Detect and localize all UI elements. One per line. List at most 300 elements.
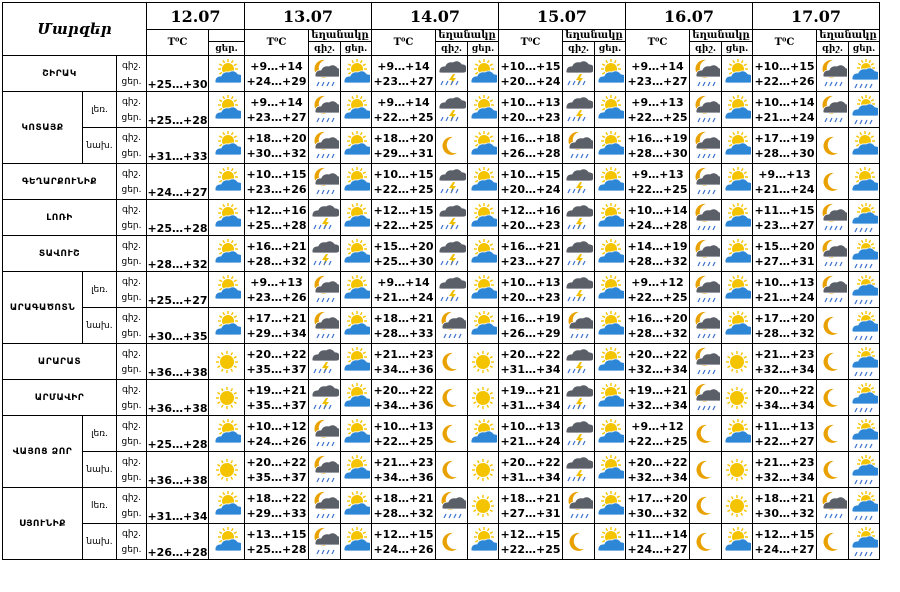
partly-cloudy-sun-icon bbox=[596, 239, 624, 269]
table-row bbox=[3, 488, 880, 506]
thunder-cloud-icon bbox=[565, 419, 593, 449]
thunder-cloud-icon bbox=[565, 275, 593, 305]
moon-cloud-rain-icon bbox=[438, 311, 466, 341]
temp-night: +9…+14 bbox=[377, 59, 430, 73]
temp-range bbox=[499, 488, 563, 524]
temp-day: +22…+25 bbox=[373, 110, 434, 124]
temp-day: +22…+25 bbox=[373, 182, 434, 196]
temp-range bbox=[626, 488, 690, 524]
moon-icon bbox=[438, 527, 466, 557]
night-icon-cell bbox=[690, 344, 722, 380]
temp-range bbox=[245, 488, 309, 524]
table-row bbox=[3, 524, 880, 542]
temp-range bbox=[753, 200, 817, 236]
temp-day: +22…+25 bbox=[373, 434, 434, 448]
day-icon-cell bbox=[849, 452, 880, 488]
temp-night: +17…+21 bbox=[246, 311, 307, 325]
temp-day: +28…+32 bbox=[627, 326, 688, 340]
temp-day: +32…+34 bbox=[754, 470, 815, 484]
temp-day: +25…+28 bbox=[147, 200, 209, 236]
moon-cloud-rain-icon bbox=[311, 311, 339, 341]
temp-range bbox=[499, 92, 563, 128]
temp-night: +10…+13 bbox=[373, 419, 434, 433]
temp-range bbox=[626, 200, 690, 236]
region-name: ԱՐԱԳԱԾՈՏՆ bbox=[3, 272, 83, 344]
temp-night: +17…+20 bbox=[627, 491, 688, 505]
day-icon-cell bbox=[468, 488, 499, 524]
temp-day: +34…+36 bbox=[373, 362, 434, 376]
temp-day: +21…+24 bbox=[373, 290, 434, 304]
sun-icon bbox=[469, 383, 497, 413]
temp-range bbox=[753, 416, 817, 452]
temp-day: +25…+27 bbox=[147, 272, 209, 308]
temp-range bbox=[626, 524, 690, 560]
temp-day: +22…+25 bbox=[500, 542, 561, 556]
temp-range bbox=[372, 344, 436, 380]
table-row bbox=[3, 272, 880, 290]
day-icon-cell bbox=[595, 200, 626, 236]
night-icon-cell bbox=[309, 308, 341, 344]
temp-night: +20…+22 bbox=[246, 347, 307, 361]
day-icon-cell bbox=[595, 92, 626, 128]
day-icon-cell bbox=[722, 236, 753, 272]
night-icon-cell bbox=[563, 236, 595, 272]
table-row bbox=[3, 128, 880, 146]
sun-icon bbox=[723, 383, 751, 413]
night-icon-cell bbox=[436, 488, 468, 524]
partly-cloudy-sun-icon bbox=[469, 59, 497, 89]
night-icon-cell bbox=[690, 488, 722, 524]
partly-cloudy-rain-icon bbox=[850, 95, 878, 125]
weather-icon-cell bbox=[209, 200, 245, 236]
moon-icon bbox=[692, 527, 720, 557]
night-icon-cell bbox=[309, 272, 341, 308]
thunder-cloud-icon bbox=[565, 347, 593, 377]
temp-night: +20…+22 bbox=[627, 347, 688, 361]
region-name: ՇԻՐԱԿ bbox=[3, 56, 117, 92]
period-labels bbox=[117, 164, 147, 200]
moon-cloud-rain-icon bbox=[692, 383, 720, 413]
period-labels bbox=[117, 308, 147, 344]
period-labels bbox=[117, 272, 147, 308]
temp-range bbox=[245, 236, 309, 272]
partly-cloudy-sun-icon bbox=[342, 455, 370, 485]
partly-cloudy-sun-icon bbox=[469, 527, 497, 557]
day-icon-cell bbox=[849, 488, 880, 524]
temp-night: +12…+16 bbox=[246, 203, 307, 217]
temp-range bbox=[499, 56, 563, 92]
table-row bbox=[3, 236, 880, 254]
night-icon-cell bbox=[436, 164, 468, 200]
temp-day: +28…+32 bbox=[627, 254, 688, 268]
temp-night: +9…+14 bbox=[250, 59, 303, 73]
temp-header: T⁰C bbox=[626, 30, 690, 56]
period-label: ցեր. bbox=[121, 508, 142, 519]
sun-icon bbox=[213, 347, 241, 377]
day-icon-cell bbox=[468, 128, 499, 164]
day-icon-cell bbox=[849, 380, 880, 416]
weather-icon-cell bbox=[209, 524, 245, 560]
temp-night: +10…+14 bbox=[754, 95, 815, 109]
period-label: ցեր. bbox=[121, 220, 142, 231]
period-label: գիշ. bbox=[122, 240, 141, 251]
day-icon-cell bbox=[722, 200, 753, 236]
day-icon-cell bbox=[722, 488, 753, 524]
partly-cloudy-sun-icon bbox=[342, 59, 370, 89]
day-icon-cell bbox=[595, 308, 626, 344]
period-label: ցեր. bbox=[121, 436, 142, 447]
period-label: գիշ. bbox=[122, 528, 141, 539]
temp-range bbox=[626, 128, 690, 164]
day-icon-cell bbox=[341, 488, 372, 524]
table-row bbox=[3, 416, 880, 434]
period-label: գիշ. bbox=[122, 168, 141, 179]
night-icon-cell bbox=[309, 128, 341, 164]
partly-cloudy-sun-icon bbox=[213, 203, 241, 233]
weather-header: եղանակը bbox=[817, 30, 880, 42]
temp-day: +24…+29 bbox=[246, 74, 307, 88]
partly-cloudy-sun-icon bbox=[596, 419, 624, 449]
moon-cloud-rain-icon bbox=[311, 419, 339, 449]
temp-day: +32…+34 bbox=[627, 470, 688, 484]
temp-range bbox=[372, 416, 436, 452]
thunder-cloud-icon bbox=[311, 203, 339, 233]
night-icon-cell bbox=[817, 488, 849, 524]
temp-day: +24…+26 bbox=[246, 434, 307, 448]
sun-icon bbox=[213, 455, 241, 485]
temp-header: T⁰C bbox=[499, 30, 563, 56]
night-icon-cell bbox=[309, 416, 341, 452]
temp-night: +16…+21 bbox=[246, 239, 307, 253]
partly-cloudy-sun-icon bbox=[469, 95, 497, 125]
region-part: նախ. bbox=[83, 452, 117, 488]
day-header: ցեր. bbox=[722, 42, 753, 56]
night-icon-cell bbox=[563, 308, 595, 344]
night-icon-cell bbox=[817, 200, 849, 236]
period-labels bbox=[117, 416, 147, 452]
day-icon-cell bbox=[341, 524, 372, 560]
temp-day: +31…+34 bbox=[500, 362, 561, 376]
date-header: 12.07 bbox=[147, 3, 245, 30]
night-icon-cell bbox=[817, 308, 849, 344]
temp-range bbox=[245, 380, 309, 416]
period-labels bbox=[117, 128, 147, 164]
temp-range bbox=[245, 524, 309, 560]
day-icon-cell bbox=[341, 236, 372, 272]
temp-day: +28…+32 bbox=[373, 506, 434, 520]
temp-night: +19…+21 bbox=[500, 383, 561, 397]
region-part: լեռ. bbox=[83, 416, 117, 452]
temp-range bbox=[626, 452, 690, 488]
night-icon-cell bbox=[563, 56, 595, 92]
night-icon-cell bbox=[817, 236, 849, 272]
night-icon-cell bbox=[436, 524, 468, 560]
night-icon-cell bbox=[436, 452, 468, 488]
temp-day: +30…+32 bbox=[754, 506, 815, 520]
weather-icon-cell bbox=[209, 452, 245, 488]
temp-range bbox=[372, 236, 436, 272]
partly-cloudy-sun-icon bbox=[469, 311, 497, 341]
temp-night: +21…+23 bbox=[754, 347, 815, 361]
temp-night: +18…+20 bbox=[246, 131, 307, 145]
thunder-cloud-icon bbox=[438, 167, 466, 197]
moon-cloud-rain-icon bbox=[565, 131, 593, 161]
temp-day: +20…+23 bbox=[500, 218, 561, 232]
temp-range bbox=[753, 452, 817, 488]
moon-cloud-rain-icon bbox=[692, 311, 720, 341]
night-icon-cell bbox=[563, 344, 595, 380]
night-header: գիշ. bbox=[563, 42, 595, 56]
temp-night: +16…+20 bbox=[627, 311, 688, 325]
day-icon-cell bbox=[849, 92, 880, 128]
day-icon-cell bbox=[595, 452, 626, 488]
temp-night: +20…+22 bbox=[246, 455, 307, 469]
partly-cloudy-sun-icon bbox=[469, 131, 497, 161]
day-icon-cell bbox=[849, 164, 880, 200]
temp-night: +20…+22 bbox=[500, 455, 561, 469]
temp-day: +25…+28 bbox=[246, 542, 307, 556]
day-icon-cell bbox=[595, 236, 626, 272]
temp-range bbox=[753, 56, 817, 92]
period-label: գիշ. bbox=[122, 60, 141, 71]
temp-day: +20…+23 bbox=[500, 110, 561, 124]
temp-day: +32…+34 bbox=[754, 362, 815, 376]
partly-cloudy-sun-icon bbox=[342, 167, 370, 197]
partly-cloudy-sun-icon bbox=[213, 419, 241, 449]
temp-range bbox=[499, 200, 563, 236]
moon-icon bbox=[819, 347, 847, 377]
weather-header: եղանակը bbox=[563, 30, 626, 42]
temp-night: +17…+20 bbox=[754, 311, 815, 325]
temp-range bbox=[245, 272, 309, 308]
temp-day: +21…+24 bbox=[754, 182, 815, 196]
sun-icon bbox=[213, 383, 241, 413]
night-icon-cell bbox=[436, 380, 468, 416]
day-icon-cell bbox=[468, 164, 499, 200]
period-label: ցեր. bbox=[121, 292, 142, 303]
thunder-cloud-icon bbox=[311, 383, 339, 413]
day-icon-cell bbox=[722, 452, 753, 488]
temp-range bbox=[753, 380, 817, 416]
temp-range bbox=[499, 416, 563, 452]
date-header: 16.07 bbox=[626, 3, 753, 30]
night-icon-cell bbox=[563, 416, 595, 452]
moon-icon bbox=[819, 131, 847, 161]
partly-cloudy-sun-icon bbox=[469, 203, 497, 233]
period-labels bbox=[117, 524, 147, 560]
period-label: գիշ. bbox=[122, 492, 141, 503]
weather-icon-cell bbox=[209, 92, 245, 128]
partly-cloudy-sun-icon bbox=[342, 131, 370, 161]
temp-range bbox=[626, 380, 690, 416]
temp-day: +22…+26 bbox=[754, 74, 815, 88]
temp-day: +25…+28 bbox=[147, 92, 209, 128]
partly-cloudy-sun-icon bbox=[596, 131, 624, 161]
day-icon-cell bbox=[341, 92, 372, 128]
period-label: ցեր. bbox=[121, 256, 142, 267]
day-icon-cell bbox=[468, 380, 499, 416]
day-icon-cell bbox=[849, 416, 880, 452]
table-row bbox=[3, 56, 880, 74]
night-icon-cell bbox=[690, 92, 722, 128]
temp-range bbox=[499, 524, 563, 560]
day-icon-cell bbox=[849, 128, 880, 164]
partly-cloudy-rain-icon bbox=[850, 419, 878, 449]
day-icon-cell bbox=[722, 416, 753, 452]
day-icon-cell bbox=[722, 164, 753, 200]
thunder-cloud-icon bbox=[438, 59, 466, 89]
temp-day: +27…+31 bbox=[754, 254, 815, 268]
temp-night: +21…+23 bbox=[373, 455, 434, 469]
temp-range bbox=[499, 308, 563, 344]
night-icon-cell bbox=[817, 56, 849, 92]
day-icon-cell bbox=[341, 380, 372, 416]
moon-cloud-rain-icon bbox=[311, 95, 339, 125]
day-icon-cell bbox=[341, 308, 372, 344]
temp-night: +20…+22 bbox=[754, 383, 815, 397]
night-icon-cell bbox=[309, 524, 341, 560]
temp-range bbox=[499, 236, 563, 272]
temp-day: +20…+24 bbox=[500, 74, 561, 88]
temp-day: +28…+33 bbox=[373, 326, 434, 340]
weather-icon-cell bbox=[209, 308, 245, 344]
day-icon-cell bbox=[468, 344, 499, 380]
temp-range bbox=[245, 200, 309, 236]
temp-range bbox=[245, 416, 309, 452]
temp-day: +30…+32 bbox=[246, 146, 307, 160]
temp-night: +18…+22 bbox=[246, 491, 307, 505]
temp-day: +24…+28 bbox=[627, 218, 688, 232]
partly-cloudy-sun-icon bbox=[596, 203, 624, 233]
night-icon-cell bbox=[436, 128, 468, 164]
period-labels bbox=[117, 380, 147, 416]
temp-header: T⁰C bbox=[372, 30, 436, 56]
moon-cloud-rain-icon bbox=[692, 275, 720, 305]
moon-cloud-rain-icon bbox=[311, 491, 339, 521]
night-header: գիշ. bbox=[817, 42, 849, 56]
night-header: գիշ. bbox=[690, 42, 722, 56]
thunder-cloud-icon bbox=[311, 239, 339, 269]
day-icon-cell bbox=[341, 200, 372, 236]
temp-day: +28…+32 bbox=[754, 326, 815, 340]
temp-night: +10…+12 bbox=[246, 419, 307, 433]
night-icon-cell bbox=[690, 236, 722, 272]
temp-day: +28…+30 bbox=[627, 146, 688, 160]
partly-cloudy-sun-icon bbox=[723, 59, 751, 89]
day-icon-cell bbox=[595, 488, 626, 524]
temp-night: +10…+15 bbox=[500, 59, 561, 73]
temp-night: +9…+14 bbox=[631, 59, 684, 73]
period-label: գիշ. bbox=[122, 456, 141, 467]
temp-day: +28…+32 bbox=[147, 236, 209, 272]
period-labels bbox=[117, 56, 147, 92]
day-icon-cell bbox=[595, 164, 626, 200]
temp-range bbox=[626, 272, 690, 308]
night-icon-cell bbox=[309, 380, 341, 416]
day-icon-cell bbox=[595, 344, 626, 380]
moon-cloud-rain-icon bbox=[692, 167, 720, 197]
partly-cloudy-sun-icon bbox=[213, 311, 241, 341]
partly-cloudy-sun-icon bbox=[596, 491, 624, 521]
day-icon-cell bbox=[468, 56, 499, 92]
partly-cloudy-sun-icon bbox=[723, 167, 751, 197]
night-icon-cell bbox=[817, 452, 849, 488]
partly-cloudy-rain-icon bbox=[850, 347, 878, 377]
day-icon-cell bbox=[341, 452, 372, 488]
day-icon-cell bbox=[849, 56, 880, 92]
partly-cloudy-rain-icon bbox=[850, 455, 878, 485]
day-icon-cell bbox=[722, 380, 753, 416]
moon-cloud-rain-icon bbox=[311, 275, 339, 305]
temp-night: +10…+13 bbox=[500, 275, 561, 289]
temp-night: +11…+15 bbox=[754, 203, 815, 217]
night-icon-cell bbox=[563, 524, 595, 560]
temp-range bbox=[372, 164, 436, 200]
temp-header: T⁰C bbox=[753, 30, 817, 56]
partly-cloudy-sun-icon bbox=[596, 275, 624, 305]
date-header: 13.07 bbox=[245, 3, 372, 30]
partly-cloudy-sun-icon bbox=[469, 275, 497, 305]
moon-cloud-rain-icon bbox=[311, 131, 339, 161]
day-icon-cell bbox=[468, 236, 499, 272]
temp-range bbox=[626, 236, 690, 272]
partly-cloudy-sun-icon bbox=[723, 131, 751, 161]
partly-cloudy-sun-icon bbox=[596, 347, 624, 377]
night-icon-cell bbox=[563, 452, 595, 488]
partly-cloudy-sun-icon bbox=[723, 419, 751, 449]
temp-range bbox=[372, 488, 436, 524]
partly-cloudy-sun-icon bbox=[213, 275, 241, 305]
temp-range bbox=[753, 488, 817, 524]
temp-range bbox=[626, 344, 690, 380]
thunder-cloud-icon bbox=[565, 455, 593, 485]
moon-cloud-rain-icon bbox=[819, 491, 847, 521]
moon-icon bbox=[438, 347, 466, 377]
day-icon-cell bbox=[468, 308, 499, 344]
night-icon-cell bbox=[436, 308, 468, 344]
moon-cloud-rain-icon bbox=[819, 95, 847, 125]
temp-night: +11…+14 bbox=[627, 527, 688, 541]
temp-range bbox=[372, 272, 436, 308]
thunder-cloud-icon bbox=[565, 383, 593, 413]
period-labels bbox=[117, 236, 147, 272]
temp-range bbox=[245, 164, 309, 200]
temp-day: +28…+30 bbox=[754, 146, 815, 160]
period-labels bbox=[117, 200, 147, 236]
day-icon-cell bbox=[341, 416, 372, 452]
forecast-table bbox=[2, 2, 880, 560]
temp-range bbox=[626, 164, 690, 200]
partly-cloudy-sun-icon bbox=[723, 527, 751, 557]
period-label: ցեր. bbox=[121, 400, 142, 411]
night-icon-cell bbox=[563, 164, 595, 200]
moon-icon bbox=[819, 383, 847, 413]
period-label: ցեր. bbox=[121, 364, 142, 375]
temp-range bbox=[626, 416, 690, 452]
moon-icon bbox=[438, 383, 466, 413]
night-icon-cell bbox=[309, 236, 341, 272]
temp-day: +31…+34 bbox=[500, 398, 561, 412]
night-icon-cell bbox=[563, 380, 595, 416]
night-icon-cell bbox=[690, 380, 722, 416]
thunder-cloud-icon bbox=[565, 95, 593, 125]
partly-cloudy-sun-icon bbox=[850, 167, 878, 197]
partly-cloudy-rain-icon bbox=[850, 527, 878, 557]
night-icon-cell bbox=[436, 92, 468, 128]
temp-night: +10…+13 bbox=[500, 419, 561, 433]
day-icon-cell bbox=[722, 344, 753, 380]
temp-day: +29…+31 bbox=[373, 146, 434, 160]
